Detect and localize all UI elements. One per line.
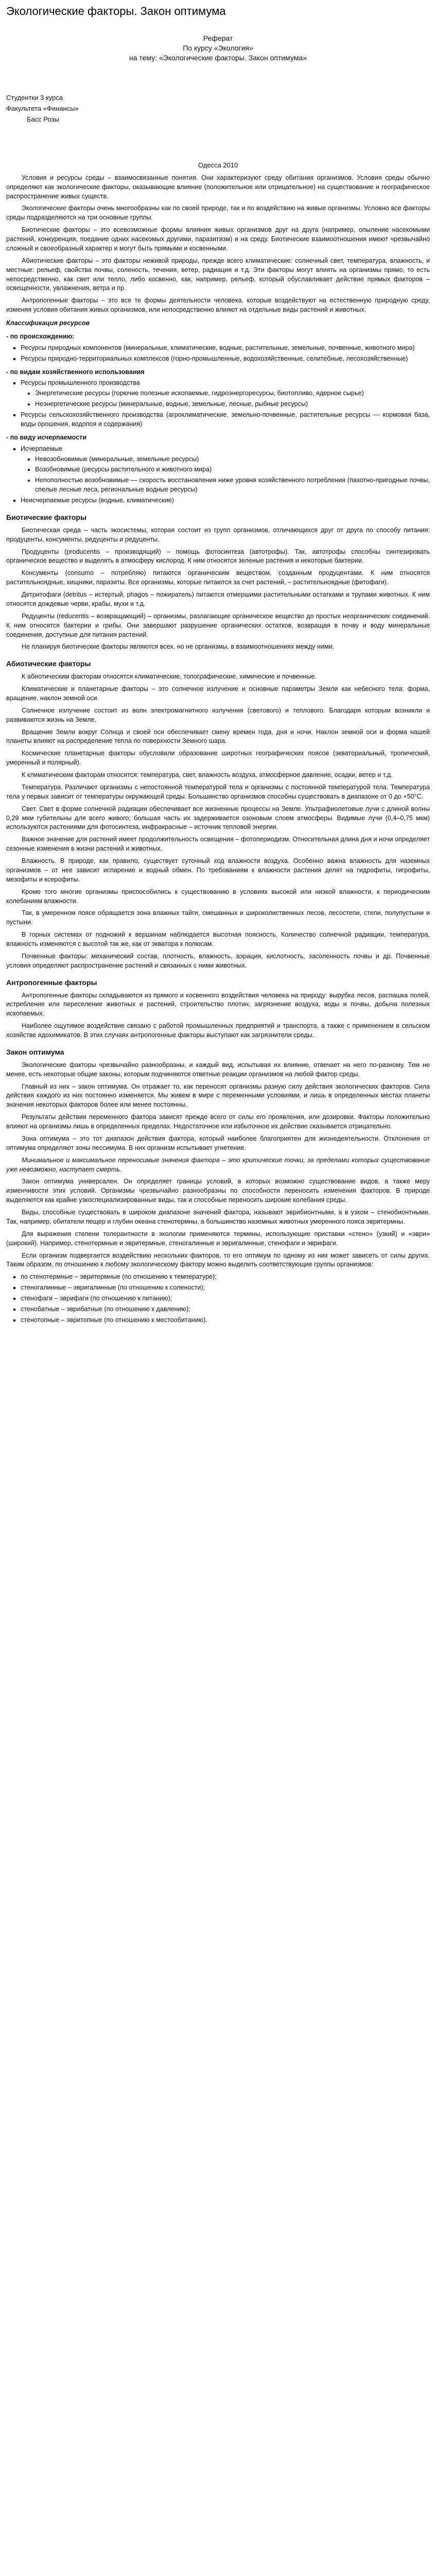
list-item: ▪ Ресурсы природных компонентов (минеральные, климатические, водные, растительные, земельные, почвенные, животного мира)	[21, 344, 430, 353]
list-item: ▪ стеногалинные – эвригалинные (по отношению к солености);	[21, 1283, 430, 1293]
paragraph: Кроме того многие организмы приспособились к существованию в условиях высокой или низкой влажности, к периодическим колебаниям влажности.	[6, 888, 430, 905]
author-block	[6, 93, 430, 125]
paragraph: Не планируя биотические факторы являются всех, но не организмы, в взаимоотношениях между ними.	[22, 643, 335, 651]
paragraph: Редуценты (reducentis – возвращающий) – организмы, разлагающие органическое вещество до простых неорганических соединений. К ним относятся бактерии и грибы. Они завершают разрушение органических остатков, возвращая в почву и воду минеральные соединения, доступные для питания растений.	[6, 612, 430, 638]
paragraph: Наиболее ощутимое воздействие связано с работой промышленных предприятий и транспорта, а также с применением в сельском хозяйстве ядохимикатов. В этих случаях антропогенные факторы выступают как загрязнители среды.	[6, 1022, 430, 1039]
list-item-label: Ресурсы промышленного производства	[21, 379, 140, 387]
list-item: • Энергетические ресурсы (горючие полезные ископаемые, гидроэнергоресурсы, биотопливо, ядерное сырье)	[35, 389, 430, 398]
optimum-section	[6, 1047, 430, 1325]
city-year: Одесса 2010	[198, 161, 238, 170]
tolerance-groups-list	[6, 1273, 430, 1325]
paragraph: Температура. Различают организмы с непостоянной температурой тела и организмы с постоянной температурой тела. Температура тела у первых зависит от температуры окружающей среды. Большинство организмов способны существовать в диапазоне от 0 до +50°С.	[6, 783, 430, 800]
by-use-list	[6, 379, 430, 429]
title-block	[6, 33, 430, 63]
list-item: ▪ Ресурсы сельскохозяйственного производства (агроклиматические, земельно-почвенные, растительные ресурсы — кормовая база, воды орошения, водопоя и содержания)	[21, 411, 430, 429]
paragraph: Климатические и планетарные факторы – это солнечное излучение и основные параметры Земли как небесного тела: форма, вращение, наклон земной оси.	[6, 685, 430, 702]
paragraph: Главный из них – закон оптимума. Он отражает то, как переносят организмы разную силу действия экологических факторов. Сила действия каждого из них постоянно изменяется. Мы живем в мире с переменными условиями, и лишь в определенных местах планеты значения некоторых факторов более или менее постоянны.	[6, 1082, 430, 1109]
classification-section	[6, 319, 430, 505]
paragraph: Так, в умеренном поясе обращается зона влажных тайги, смешанных и широколиственных лесов, лесостепи, степи, полупустыни и пустыни.	[6, 909, 430, 926]
intro-paragraph: Условия и ресурсы среды – взаимосвязанные понятия. Они характеризуют среду обитания организмов. Условия среды обычно определяют как экологические факторы, оказывающие влияние (положительное или отрицательное) на существование и географическое распространение живых существ.	[6, 174, 430, 200]
author-name: Басс Розы	[27, 115, 59, 123]
section-heading: Закон оптимума	[6, 1047, 64, 1056]
paragraph: Почвенные факторы: механический состав, плотность, влажность, аэрация, кислотность, засоленность почвы и др. Почвенные условия определяют распространение растений и связанных с ними животных.	[6, 952, 430, 969]
nested-list	[21, 389, 430, 409]
paragraph: К абиотическим факторам относятся климатические, топографические, химические и почвенные.	[22, 673, 317, 681]
intro-paragraph: Экологические факторы очень многообразны как по своей природе, так и по воздействию на живые организмы. Условно все факторы среды подразделяются на три основные группы.	[6, 205, 430, 222]
by-origin-list	[6, 344, 430, 364]
biotic-section	[6, 513, 430, 652]
list-item: ▪ стенотопные – эвритопные (по отношению к местообитанию).	[21, 1316, 430, 1325]
paragraph: Свет. Свет в форме солнечной радиации обеспечивает все жизненные процессы на Земле. Ультрафиолетовые лучи с длиной волны 0,29 мкм губительны для всего живого; большая часть их задерживается озоновым слоем атмосферы. Видимые лучи (0,4–0,75 мкм) используются растениями для фотосинтеза, инфракрасные – источник тепловой энергии.	[6, 805, 430, 831]
student-line: Студентки 3 курса	[6, 93, 63, 101]
paragraph: Закон оптимума универсален. Он определяет границы условий, в которых возможно существование видов, а также меру изменчивости этих условий. Организмы чрезвычайно разнообразны по способности переносить изменения факторов. В природе выделяются как крайне узкоспециализированные виды, так и способные переносить широкие колебания среды.	[6, 1178, 430, 1204]
by-exhaust-list	[6, 445, 430, 505]
list-item: • Непополностью возобновимые — скорость восстановления ниже уровня хозяйственного потребления (пахотно-пригодные почвы, спелые лесные леса, региональные водные ресурсы)	[35, 476, 430, 495]
list-item	[21, 379, 430, 409]
paragraph: Виды, способные существовать в широком диапазоне значений фактора, называют эврибионтными, а в узком – стенобионтными. Так, например, обитатели пещер и глубин океана стенотермны, а большинство наземных животных умеренного пояса эвритермны.	[6, 1209, 430, 1225]
list-item: ▪ стенобатные – эврибатные (по отношению к давлению);	[21, 1305, 430, 1314]
paragraph: К климатическим факторам относятся: температура, свет, влажность воздуха, атмосферное давление, осадки, ветер и т.д.	[22, 771, 393, 778]
paragraph: В горных системах от подножий к вершинам наблюдается высотная поясность. Количество солнечной радиации, температура, влажность изменяются с высотой так же, как от экватора к полюсам.	[6, 931, 430, 947]
classification-heading: Классификация ресурсов	[6, 319, 90, 327]
faculty-line: Факультета «Финансы»	[6, 104, 79, 112]
intro-paragraph: Абиотические факторы – это факторы неживой природы, прежде всего климатические: солнечный свет, температура, влажность, и местные: рельеф, свойства почвы, соленость, течения, ветер, радиация и т.д. Эти факторы могут влиять на организмы прямо, то есть непосредственно, как свет или тепло, либо косвенно, как, например, рельеф, который обуславливает действие прямых факторов – освещенности, увлажнения, ветра и пр.	[6, 257, 430, 292]
list-item: • Невозобновимые (минеральные, земельные ресурсы)	[35, 455, 430, 464]
paragraph: Минимальное и максимальное переносимые значения фактора – это критические точки, за пределами которых существование уже невозможно, наступает смерть.	[6, 1156, 430, 1173]
intro-paragraph: Антропогенные факторы – это все те формы деятельности человека, которые воздействуют на естественную природную среду, изменяя условия обитания живых организмов, или непосредственно влияют на отдельные виды растений и животных.	[6, 297, 430, 314]
paragraph: Результаты действия переменного фактора зависят прежде всего от силы его проявления, или дозировки. Факторы положительно влияют на организмы лишь в определенных пределах. Недостаточное или избыточное их действие сказывается отрицательно.	[6, 1113, 430, 1130]
paragraph: Вращение Земли вокруг Солнца и своей оси обеспечивает смену времен года, дня и ночи. Наклон земной оси и форма нашей планеты влияют на распределение тепла по поверхности Земного шара.	[6, 728, 430, 745]
paragraph: Экологические факторы чрезвычайно разнообразны, и каждый вид, испытывая их влияние, отвечает на него по-разному. Тем не менее, есть некоторые общие законы, которым подчиняются ответные реакции организмов на любой фактор среды.	[6, 1061, 430, 1078]
list-item-label: Исчерпаемые	[21, 445, 63, 452]
paragraph: Консументы (consumo – потребляю) питаются органическим веществом, созданным продуцентами. К ним относятся растительноядные, хищники, паразиты. Все организмы, которые питаются за счет растений, – растительноядные (фитофаги).	[6, 569, 430, 586]
paragraph: Антропогенные факторы складываются из прямого и косвенного воздействия человека на природу: вырубка лесов, распашка полей, истребление или переселение животных и растений, строительство плотин, загрязнение воздуха, воды и почвы, добыча полезных ископаемых.	[6, 991, 430, 1018]
list-item: ▪ Неисчерпаемые ресурсы (водные, климатические)	[21, 496, 430, 505]
list-item: ▪ стенофаги – эврифаги (по отношению к питанию);	[21, 1294, 430, 1303]
intro-section	[6, 174, 430, 315]
ref-label: Реферат	[203, 34, 233, 43]
paragraph: Биотическая среда – часть экосистемы, которая состоит из групп организмов, отличающихся друг от друга по способу питания: продуценты, консументы, редуценты и редуценты.	[6, 526, 430, 543]
intro-paragraph: Биотические факторы – это всевозможные формы влияния живых организмов друг на друга (например, опыление насекомыми растений, конкуренция, поедание одних насекомых другими, паразитизм) и на среду. Биотические взаимоотношения имеют чрезвычайно сложный и своеобразный характер и могут быть прямыми и косвенными.	[6, 226, 430, 252]
paragraph: Для выражения степени толерантности в экологии применяются термины, использующие приставки «стено» (узкий) и «эври» (широкий). Например, стенотермные и эвритермные, стеногалинные и эвригалинные, стенофаги и эврифаги.	[6, 1230, 430, 1247]
paragraph: Важное значение для растений имеет продолжительность освещения – фотопериодизм. Относительная длина дня и ночи определяет сезонные изменения в жизни растений и животных.	[6, 836, 430, 853]
list-item: • Возобновимые (ресурсы растительного и животного мира)	[35, 465, 430, 474]
abiotic-section	[6, 659, 430, 970]
list-item: ▪ Ресурсы природно-территориальных комплексов (горно-промышленные, водохозяйственные, селитебные, лесохозяйственные)	[21, 354, 430, 364]
paragraph: Продуценты (producentis – производящий) – помощь фотосинтеза (автотрофы). Так, автотрофы способны синтезировать органическое вещество и выделять в атмосферу кислород. К ним относятся зеленые растения и некоторые бактерии.	[6, 548, 430, 565]
course-line: По курсу «Экология»	[183, 44, 253, 53]
by-origin-heading: - по происхождению:	[6, 332, 75, 340]
paragraph: Если организм подвергается воздействию нескольких факторов, то его оптимум по одному из них может зависеть от силы других. Таким образом, по отношению к любому экологическому фактору можно выделить соответствующие группы организмов:	[6, 1251, 430, 1268]
list-item: ▪ по стенотермные – эвритермные (по отношению к температуре);	[21, 1273, 430, 1282]
page-title: Экологические факторы. Закон оптимума	[6, 5, 226, 18]
section-heading: Антропогенные факторы	[6, 978, 97, 987]
section-heading: Биотические факторы	[6, 513, 86, 521]
paragraph: Зона оптимума – это тот диапазон действия фактора, который наиболее благоприятен для жизнедеятельности. Отклонения от оптимума определяют зоны пессимума. В них организм испытывает угнетение.	[6, 1134, 430, 1151]
list-item: • Неэнергетические ресурсы (минеральные, водные, земельные, лесные, рыбные ресурсы)	[35, 400, 430, 409]
nested-list	[21, 455, 430, 495]
list-item	[21, 445, 430, 495]
paragraph: Детритофаги (detritus – истертый, phagos – пожиратель) питаются отмершими растительными остатками и трупами животных. К ним относятся дождевые черви, крабы, мухи и т.д.	[6, 591, 430, 607]
paragraph: Влажность. В природе, как правило, существует суточный ход влажности воздуха. Особенно важна влажность для наземных организмов – от нее зависит испарение и водный обмен. По требованиям к влажности растения делят на гидрофиты, гигрофиты, мезофиты и ксерофиты.	[6, 857, 430, 883]
anthropogenic-section	[6, 978, 430, 1040]
topic-line: на тему: «Экологические факторы. Закон оптимума»	[129, 54, 307, 62]
paragraph: Космические планетарные факторы обусловили образование широтных географических поясов (экваториальный, тропический, умеренный и полярный).	[6, 750, 430, 767]
paragraph: Солнечное излучение состоит из волн электромагнитного излучения (светового) и теплового. Благодаря которым возникли и развиваются жизнь на Земле.	[6, 706, 430, 723]
section-heading: Абиотические факторы	[6, 659, 91, 668]
by-use-heading: - по видам хозяйственного использования	[6, 368, 145, 376]
by-exhaust-heading: - по виду исчерпаемости	[6, 433, 87, 441]
